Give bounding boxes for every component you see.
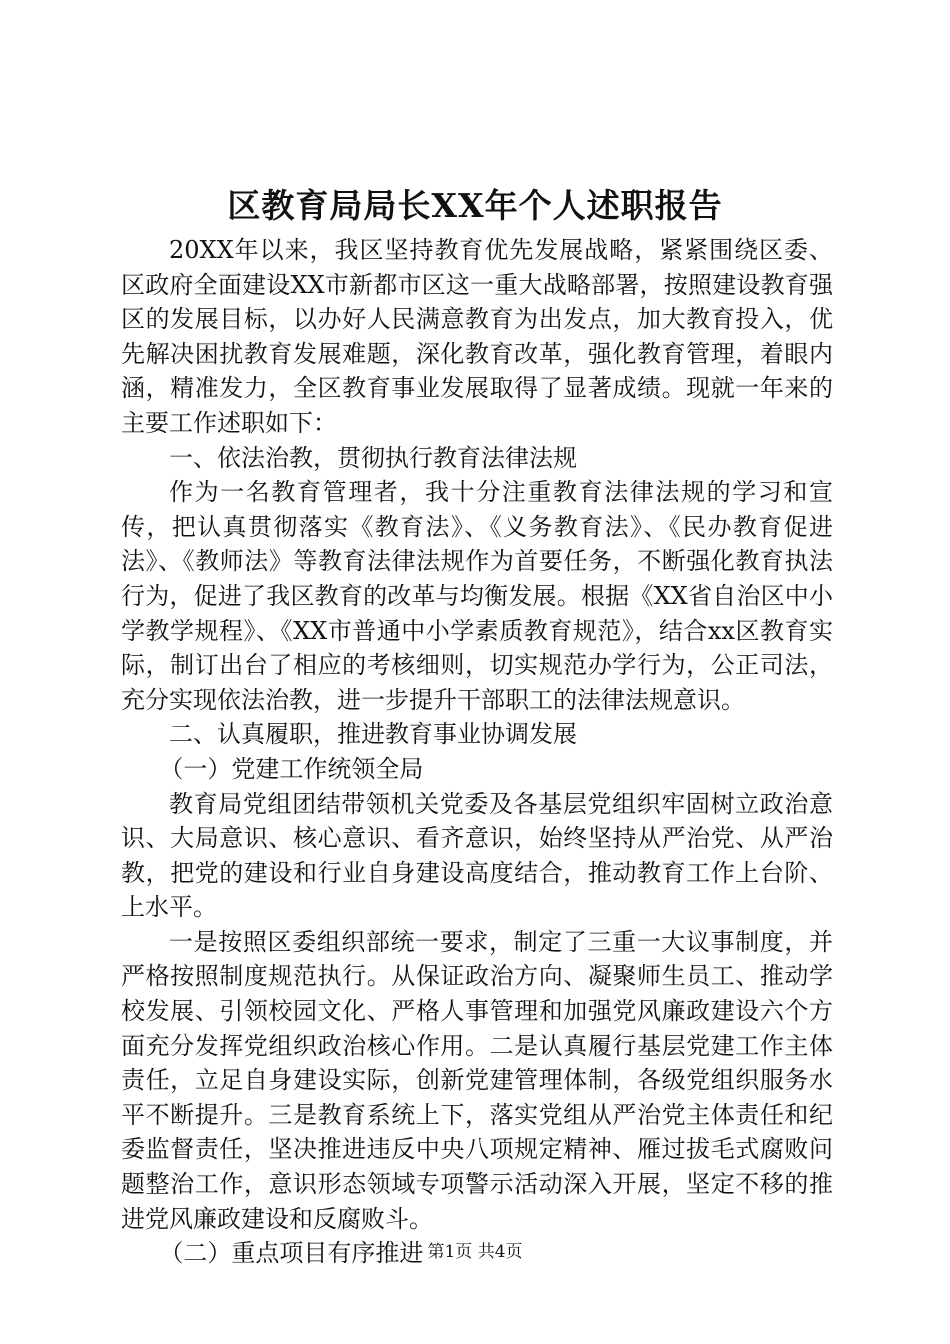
subsection-1-paragraph-1: 教育局党组团结带领机关党委及各基层党组织牢固树立政治意识、大局意识、核心意识、看齐意识，始终坚持从严治党、从严治教，把党的建设和行业自身建设高度结合，推动教育工作上台阶、上水平。 <box>121 789 833 922</box>
subsection-1-paragraph-2: 一是按照区委组织部统一要求，制定了三重一大议事制度，并严格按照制度规范执行。从保证政治方向、凝聚师生员工、推动学校发展、引领校园文化、严格人事管理和加强党风廉政建设六个方面充分发挥党组织政治核心作用。二是认真履行基层党建工作主体责任，立足自身建设实际，创新党建管理体制，各级党组织服务水平不断提升。三是教育系统上下，落实党组从严治党主体责任和纪委监督责任，坚决推进违反中央八项规定精神、雁过拔毛式腐败问题整治工作，意识形态领域专项警示活动深入开展，坚定不移的推进党风廉政建设和反腐败斗。 <box>121 927 833 1233</box>
section-heading-2: 二、认真履职，推进教育事业协调发展 <box>169 720 577 749</box>
intro-paragraph: 20XX年以来，我区坚持教育优先发展战略，紧紧围绕区委、区政府全面建设XX市新都市区这一重大战略部署，按照建设教育强区的发展目标，以办好人民满意教育为出发点，加大教育投入，优先解决困扰教育发展难题，深化教育改革，强化教育管理，着眼内涵，精准发力，全区教育事业发展取得了显著成绩。现就一年来的主要工作述职如下： <box>121 236 833 437</box>
document-title: 区教育局局长XX年个人述职报告 <box>227 186 723 225</box>
subsection-heading-1: （一）党建工作统领全局 <box>159 754 424 783</box>
section-1-paragraph: 作为一名教育管理者，我十分注重教育法律法规的学习和宣传，把认真贯彻落实《教育法》、《义务教育法》、《民办教育促进法》、《教师法》等教育法律法规作为首要任务，不断强化教育执法行为，促进了我区教育的改革与均衡发展。根据《XX省自治区中小学教学规程》、《XX市普通中小学素质教育规范》，结合xx区教育实际，制订出台了相应的考核细则，切实规范办学行为，公正司法，充分实现依法治教，进一步提升干部职工的法律法规意识。 <box>121 478 833 714</box>
page-number: 第1页 共4页 <box>427 1242 523 1262</box>
subsection-heading-2: （二）重点项目有序推进 <box>159 1239 424 1268</box>
document-body <box>121 233 833 1271</box>
section-heading-1: 一、依法治教，贯彻执行教育法律法规 <box>169 443 577 472</box>
